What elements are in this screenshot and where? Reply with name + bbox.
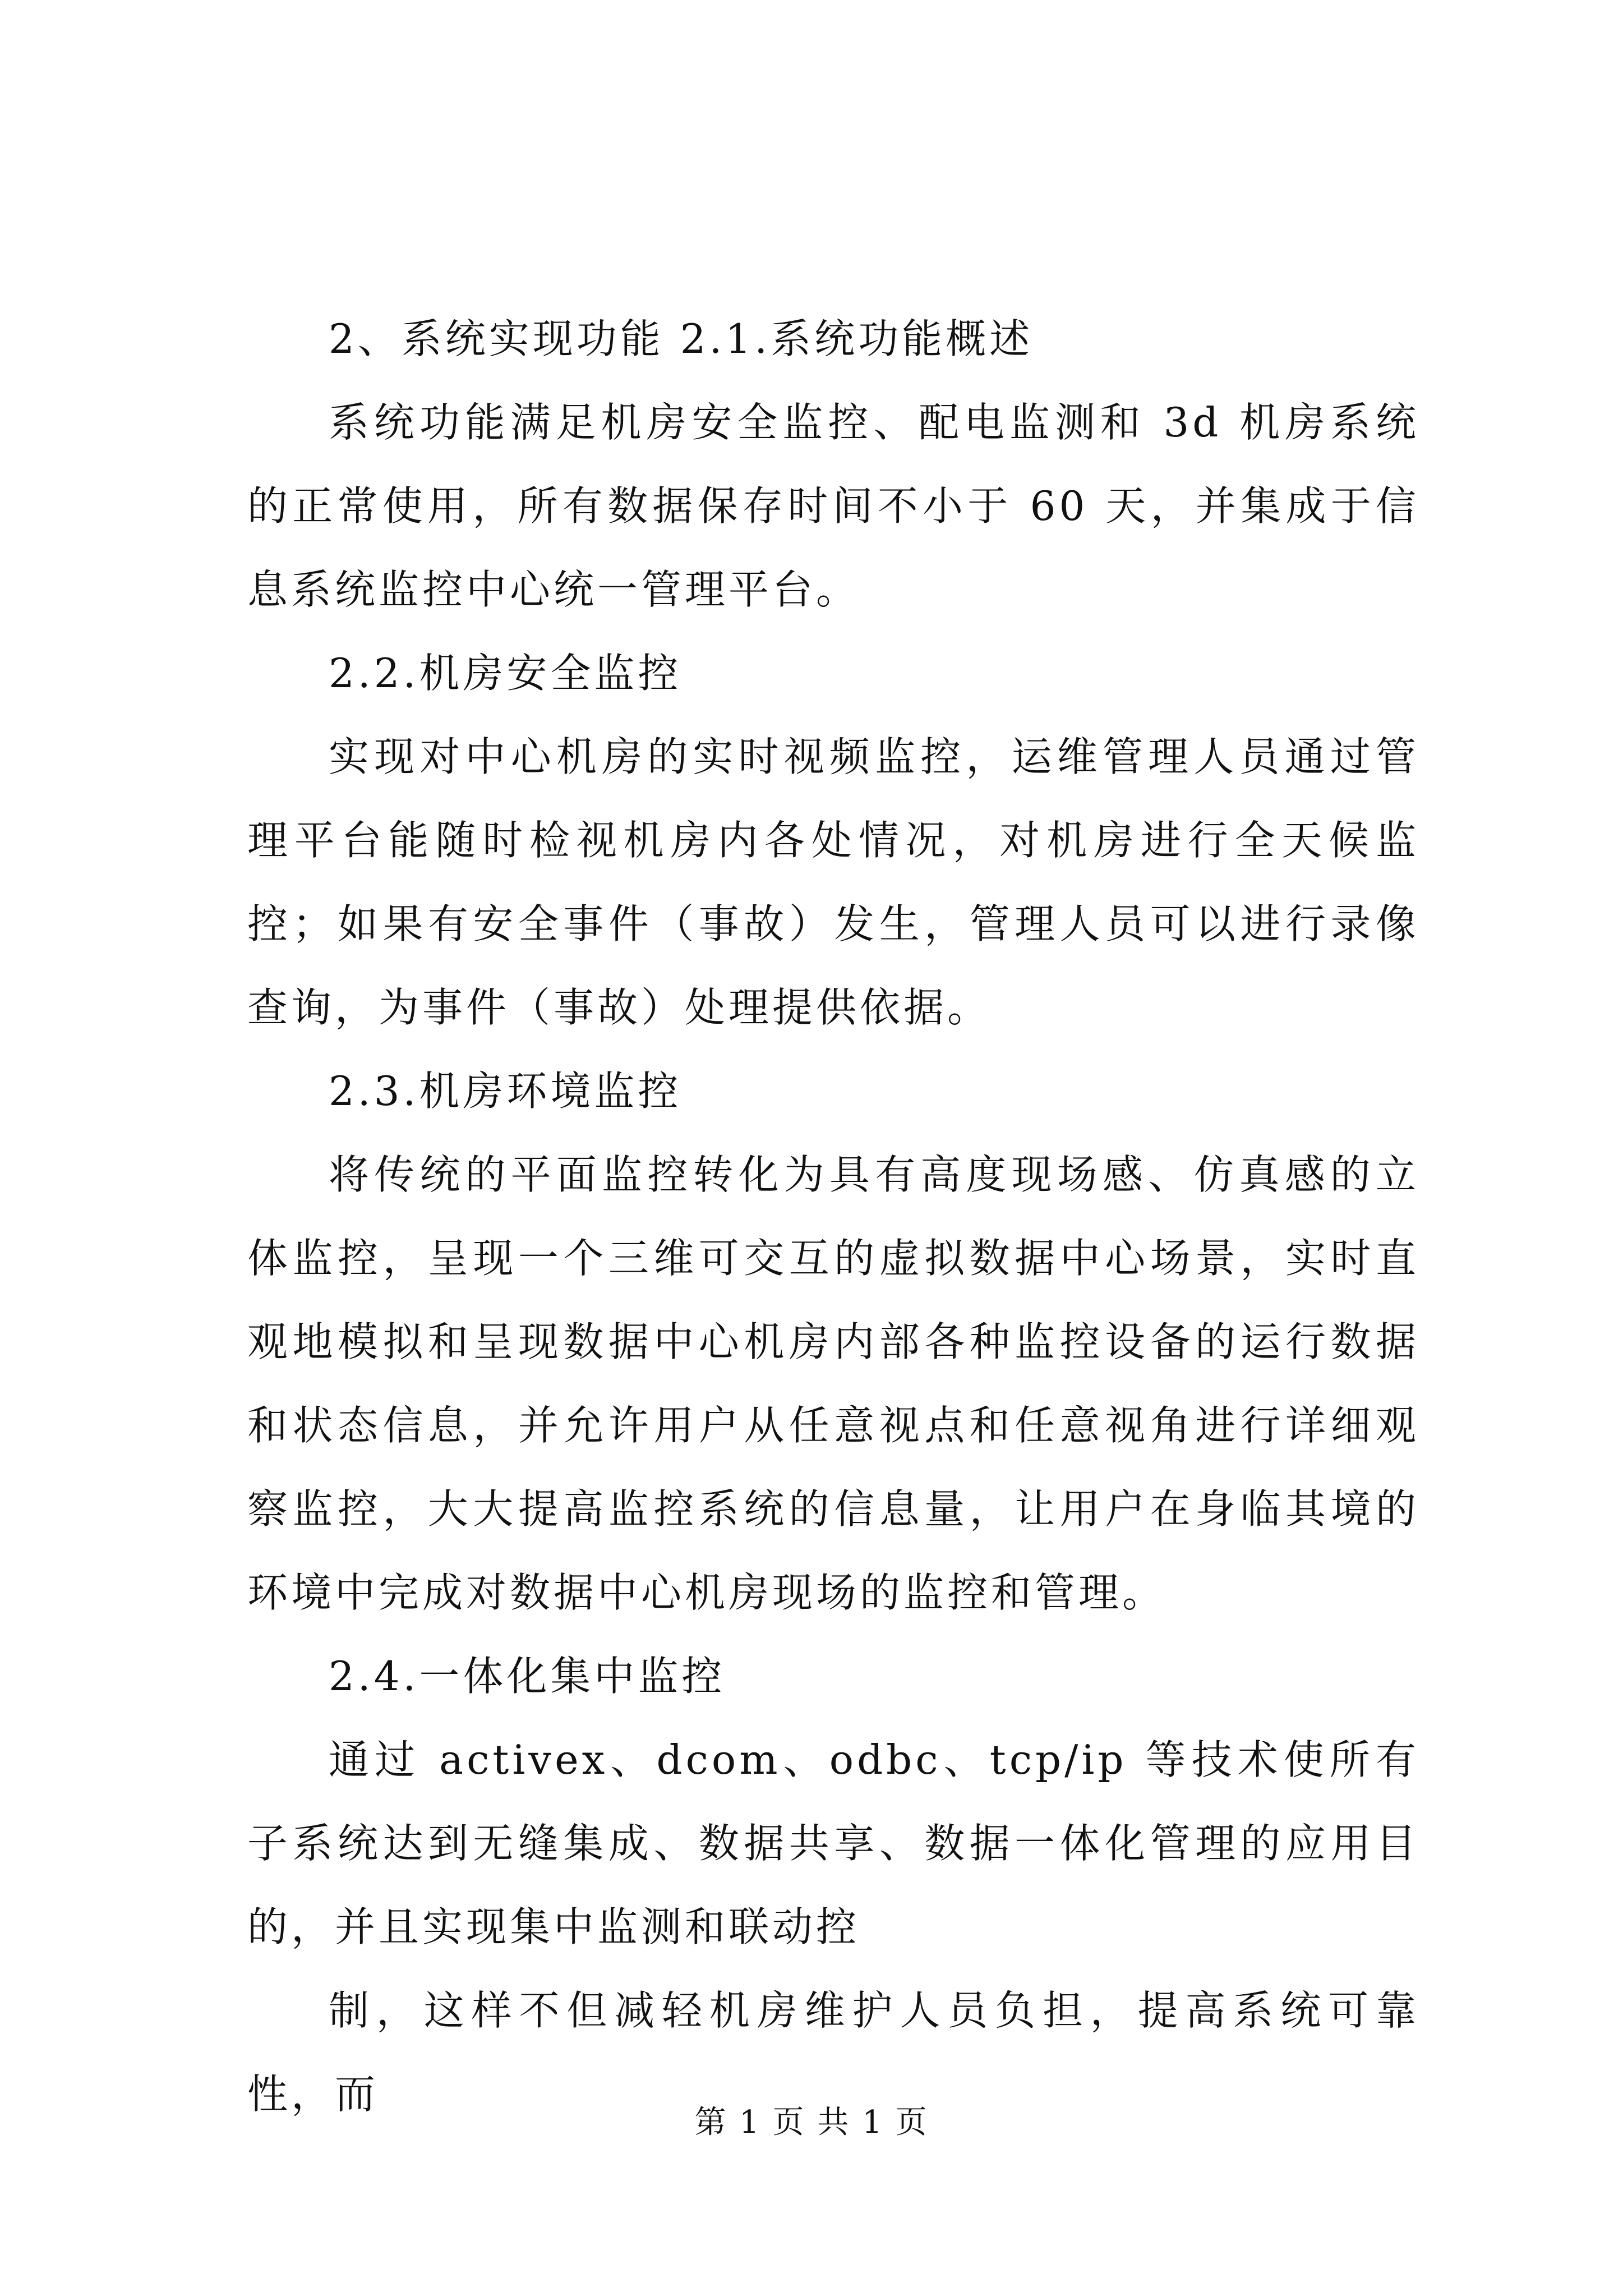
paragraph-continuation: 制，这样不但减轻机房维护人员负担，提高系统可靠性，而 bbox=[247, 1987, 1419, 2118]
section-heading-2-3: 2.3.机房环境监控 bbox=[329, 1068, 682, 1115]
paragraph-security-monitoring: 实现对中心机房的实时视频监控，运维管理人员通过管理平台能随时检视机房内各处情况，对机房进行全天候监控；如果有安全事件（事故）发生，管理人员可以进行录像查询，为事件（事故）处理提供依据。 bbox=[247, 733, 1419, 1031]
paragraph-system-overview: 系统功能满足机房安全监控、配电监测和 3d 机房系统的正常使用，所有数据保存时间不小于 60 天，并集成于信息系统监控中心统一管理平台。 bbox=[247, 399, 1419, 613]
section-heading-2-1: 2、系统实现功能 2.1.系统功能概述 bbox=[329, 315, 1034, 362]
paragraph-environment-monitoring: 将传统的平面监控转化为具有高度现场感、仿真感的立体监控，呈现一个三维可交互的虚拟数据中心场景，实时直观地模拟和呈现数据中心机房内部各种监控设备的运行数据和状态信息，并允许用户从任意视点和任意视角进行详细观察监控，大大提高监控系统的信息量，让用户在身临其境的环境中完成对数据中心机房现场的监控和管理。 bbox=[247, 1151, 1419, 1616]
section-heading-2-2: 2.2.机房安全监控 bbox=[329, 650, 682, 697]
section-heading-2-4: 2.4.一体化集中监控 bbox=[329, 1653, 726, 1700]
document-body bbox=[247, 297, 1419, 2136]
paragraph-integrated-monitoring: 通过 activex、dcom、odbc、tcp/ip 等技术使所有子系统达到无缝集成、数据共享、数据一体化管理的应用目的，并且实现集中监测和联动控 bbox=[247, 1736, 1419, 1950]
page-footer: 第 1 页 共 1 页 bbox=[694, 2104, 929, 2141]
